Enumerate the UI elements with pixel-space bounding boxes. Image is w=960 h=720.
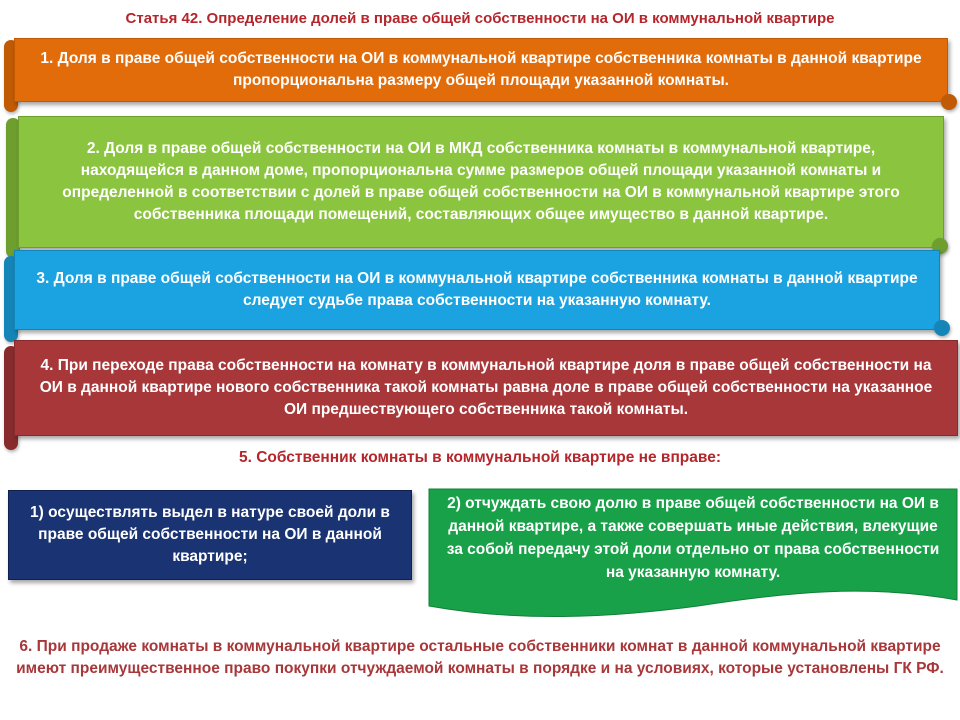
- scroll-item-1: [14, 38, 948, 102]
- scroll-roll-right: [934, 320, 950, 336]
- scroll-item-1-text: 1. Доля в праве общей собственности на ОИ в коммунальной квартире собственника комнаты в данной квартире пропорциональна размеру общей площади указанной комнаты.: [40, 50, 922, 89]
- restriction-box-1-text: 1) осуществлять выдел в натуре своей доли в праве общей собственности на ОИ в данной квартире;: [30, 504, 390, 565]
- footer-note: 6. При продаже комнаты в коммунальной квартире остальные собственники комнат в данной коммунальной квартире имеют преимущественное право покупки отчуждаемой комнаты в порядке и на условиях, которые установлены ГК РФ.: [16, 638, 944, 677]
- page-title: Статья 42. Определение долей в праве общей собственности на ОИ в коммунальной квартире: [125, 10, 835, 27]
- restriction-box-2: [428, 488, 958, 618]
- scroll-item-4-text: 4. При переходе права собственности на комнату в коммунальной квартире доля в праве общей собственности на ОИ в данной квартире нового собственника такой комнаты равна доле в праве общей собственности на указанное ОИ предшествующего собственника такой комнаты.: [39, 357, 933, 418]
- scroll-item-2-text: 2. Доля в праве общей собственности на ОИ в МКД собственника комнаты в коммунальной квартире, находящейся в данном доме, пропорциональна сумме размеров общей площади указанной комнаты и определенной в соответствии с долей в праве общей собственности на ОИ в коммунальной квартире этого собственника площади помещений, составляющих общее имущество в данной квартире.: [62, 140, 900, 223]
- restriction-box-2-text: 2) отчуждать свою долю в праве общей собственности на ОИ в данной квартире, а также совершать иные действия, влекущие за собой передачу этой доли отдельно от права собственности на указанную комнату.: [446, 495, 940, 581]
- scroll-item-3: [14, 250, 940, 330]
- restriction-box-1: [8, 490, 412, 580]
- scroll-roll-right: [941, 94, 957, 110]
- restriction-heading: 5. Собственник комнаты в коммунальной квартире не вправе:: [238, 449, 721, 466]
- scroll-item-2: [18, 116, 944, 248]
- scroll-item-3-text: 3. Доля в праве общей собственности на ОИ в коммунальной квартире собственника комнаты в данной квартире следует судьбе права собственности на указанную комнату.: [36, 270, 918, 309]
- scroll-item-4: [14, 340, 958, 436]
